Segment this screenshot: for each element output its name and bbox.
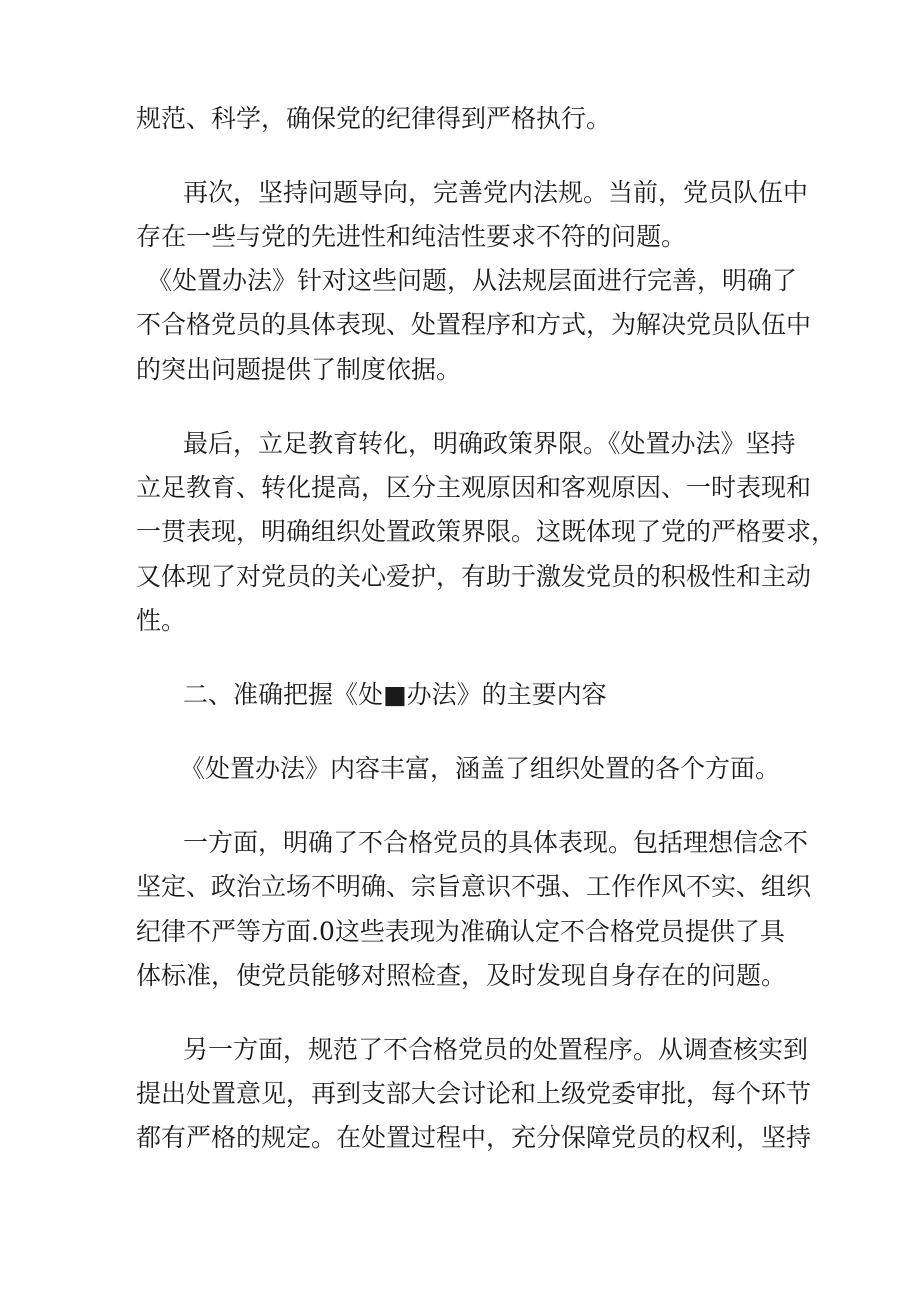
text-line: 的突出问题提供了制度依据。 xyxy=(136,355,462,384)
text-line: 规范、科学，确保党的纪律得到严格执行。 xyxy=(136,104,612,133)
text-line: 又体现了对党员的关心爱护，有助于激发党员的积极性和主动 xyxy=(136,562,812,591)
text-line: 最后，立足教育转化，明确政策界限。《处置办法》坚持 xyxy=(183,429,796,458)
text-line: 另一方面，规范了不合格党员的处置程序。从调查核实到 xyxy=(183,1035,809,1064)
text-line: 一方面，明确了不合格党员的具体表现。包括理想信念不 xyxy=(183,828,809,857)
text-line: 一贯表现，明确组织处置政策界限。这既体现了党的严格要求， xyxy=(136,517,837,546)
text-line: 存在一些与党的先进性和纯洁性要求不符的问题。 xyxy=(136,222,687,251)
text-line: 《处置办法》内容丰富，涵盖了组织处置的各个方面。 xyxy=(180,754,781,783)
section-heading: 二、准确把握《处■办法》的主要内容 xyxy=(183,680,607,709)
text-line: 体标准，使党员能够对照检查，及时发现自身存在的问题。 xyxy=(136,961,787,990)
text-line: 提出处置意见，再到支部大会讨论和上级党委审批，每个环节 xyxy=(136,1079,812,1108)
text-line: 再次，坚持问题导向，完善党内法规。当前，党员队伍中 xyxy=(183,178,809,207)
text-line: 性。 xyxy=(136,606,187,635)
text-line: 不合格党员的具体表现、处置程序和方式，为解决党员队伍中 xyxy=(136,310,812,339)
text-line: 《处置办法》针对这些问题，从法规层面进行完善，明确了 xyxy=(147,266,798,295)
text-line: 坚定、政治立场不明确、宗旨意识不强、工作作风不实、组织 xyxy=(136,872,812,901)
text-line: 纪律不严等方面.0这些表现为准确认定不合格党员提供了具 xyxy=(136,917,785,946)
text-line: 都有严格的规定。在处置过程中，充分保障党员的权利，坚持 xyxy=(136,1123,812,1152)
text-line: 立足教育、转化提高，区分主观原因和客观原因、一时表现和 xyxy=(136,473,812,502)
